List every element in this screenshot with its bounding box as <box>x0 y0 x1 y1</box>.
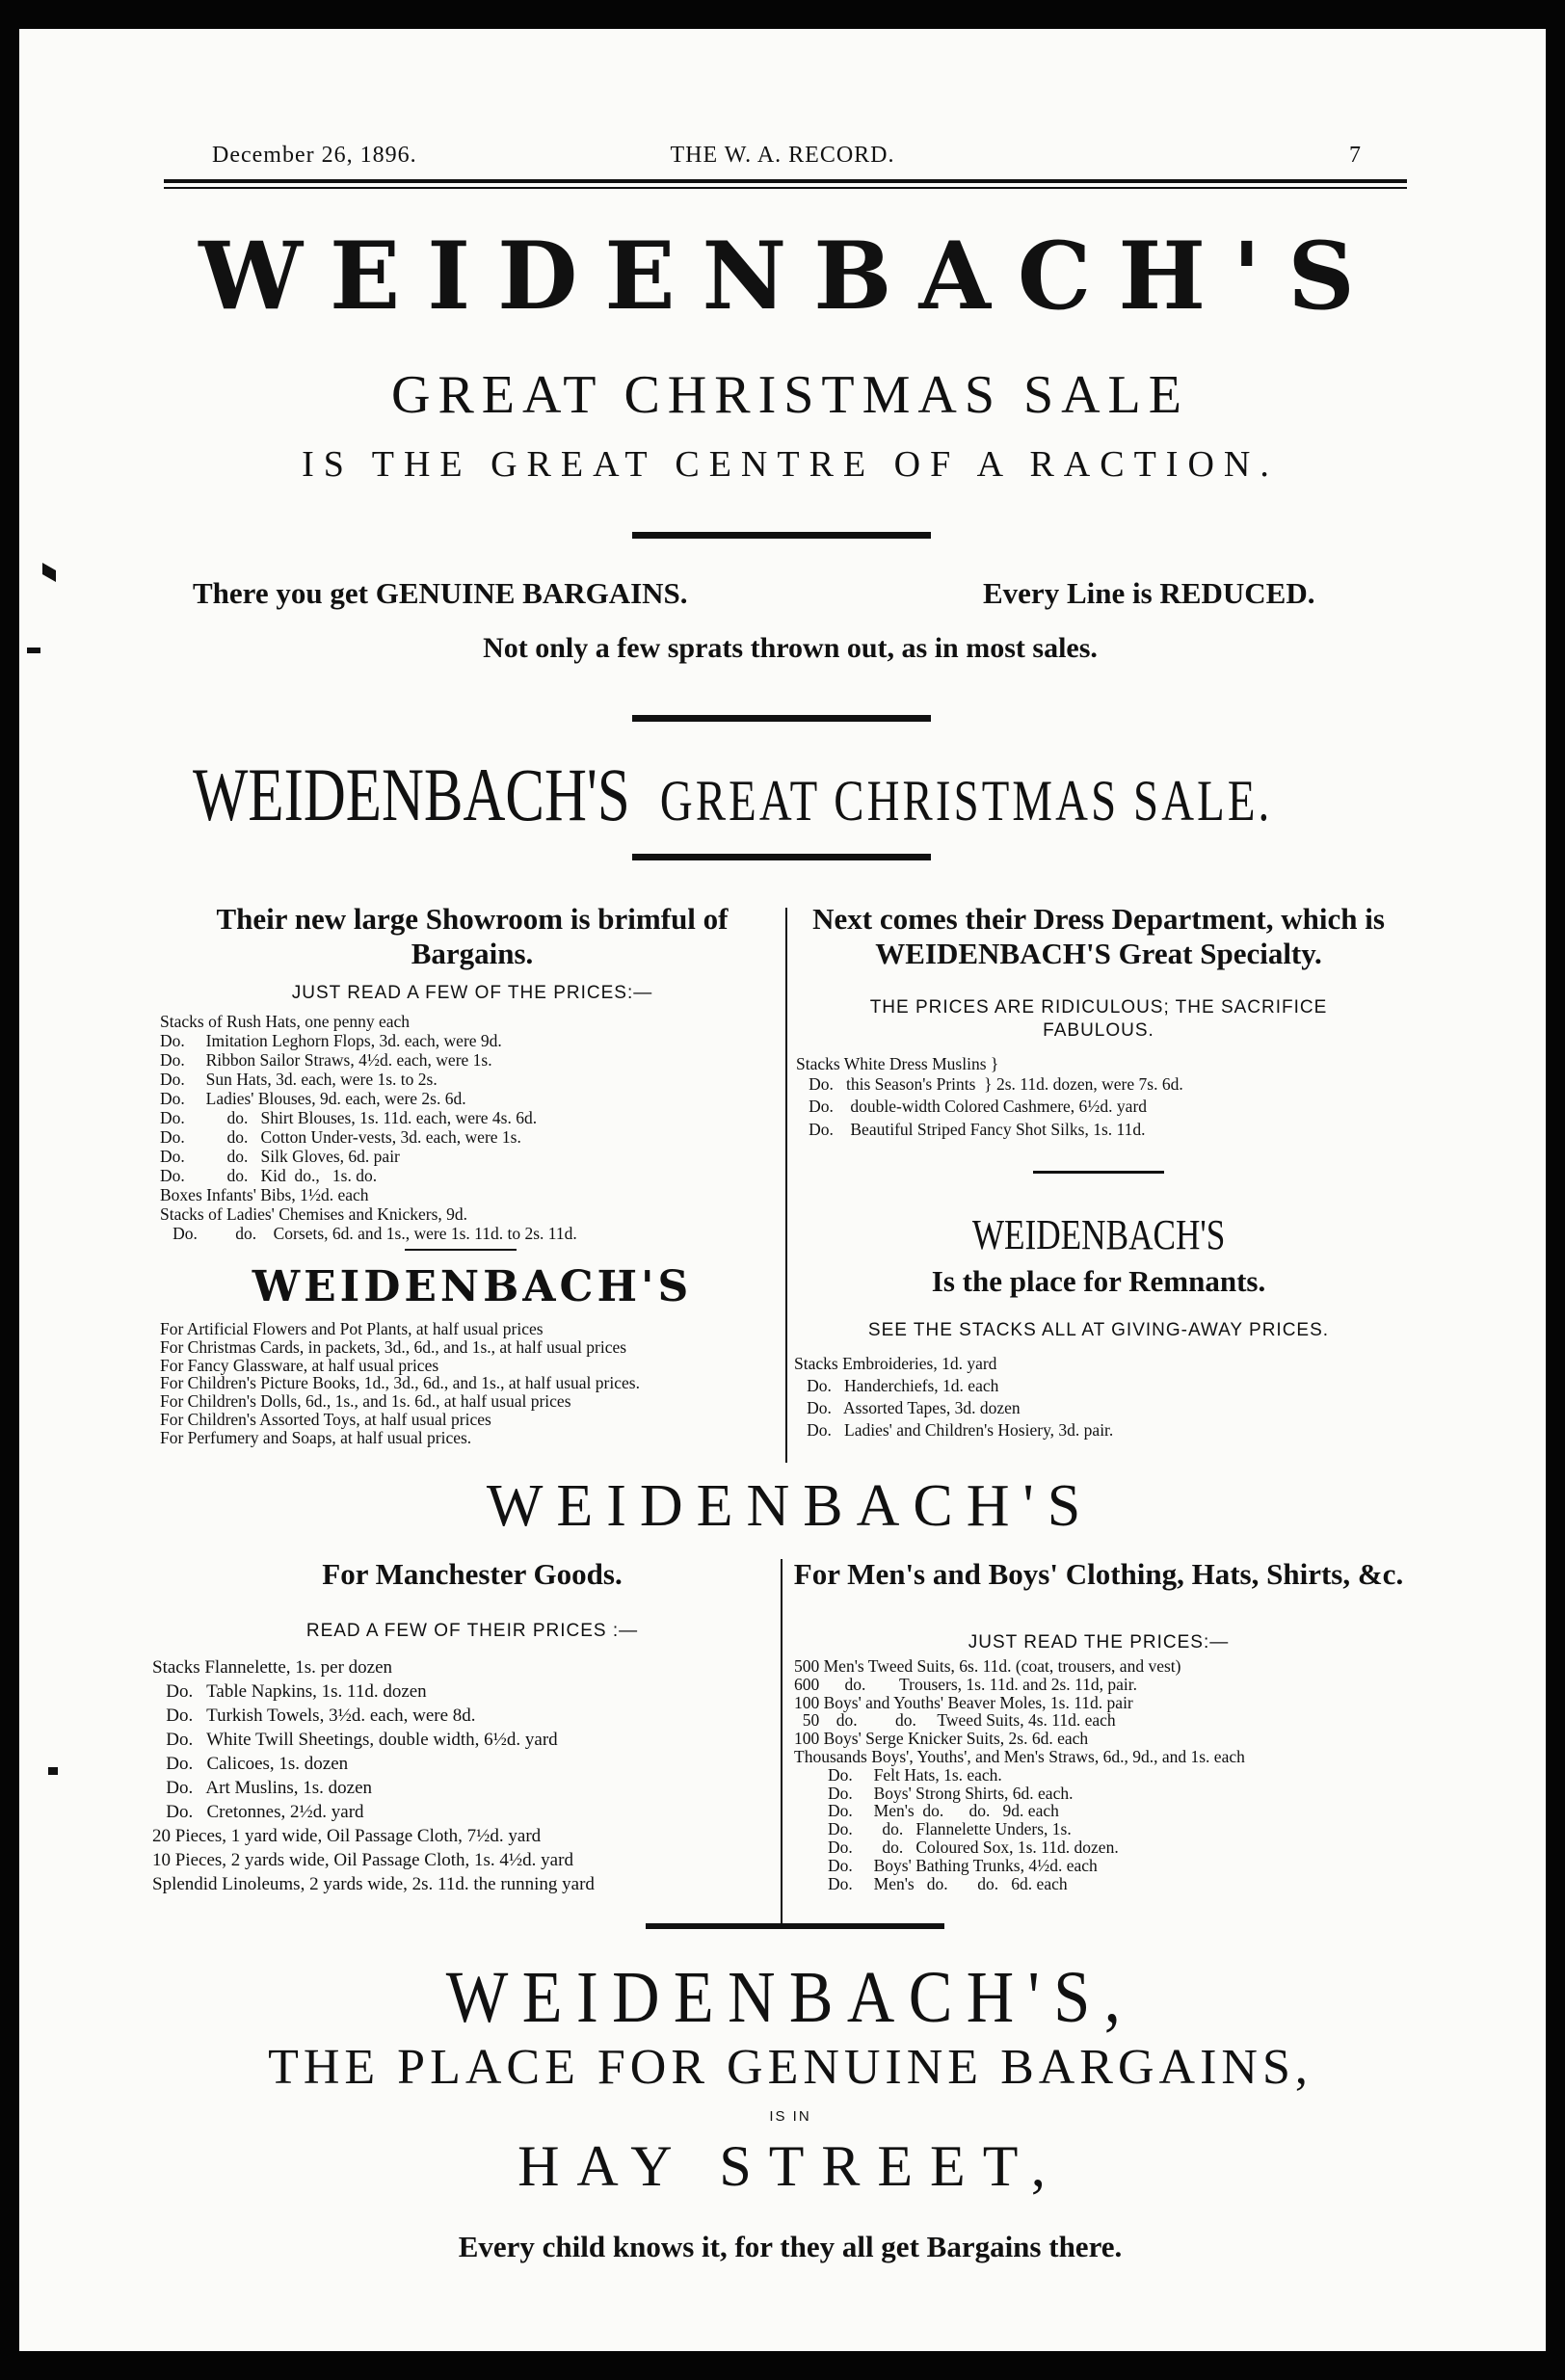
list-item: Do. do. Shirt Blouses, 1s. 11d. each, were 4s. 6d. <box>160 1108 538 1127</box>
list-item: Do. Imitation Leghorn Flops, 3d. each, were 9d. <box>160 1031 502 1050</box>
list-item: Do. Boys' Bathing Trunks, 4½d. each <box>794 1855 1098 1875</box>
showroom-heading: Their new large Showroom is brimful of Bargains. <box>216 902 729 970</box>
list-item: Do. do. Cotton Under-vests, 3d. each, were 1s. <box>160 1127 521 1147</box>
showroom-list <box>160 1012 577 1243</box>
divider <box>632 532 931 539</box>
remnants-name-text: WEIDENBACH'S <box>971 1211 1226 1258</box>
footer-place: THE PLACE FOR GENUINE BARGAINS, <box>268 2040 1313 2095</box>
scan-mark <box>48 1767 58 1775</box>
list-item: Do. Calicoes, 1s. dozen <box>152 1754 349 1774</box>
remnants-name <box>790 1210 1407 1259</box>
column-rule <box>785 908 787 1463</box>
list-item: Do. this Season's Prints } 2s. 11d. dozen, were 7s. 6d. <box>796 1074 1183 1094</box>
masthead-rule-thin <box>164 187 1407 189</box>
list-item: For Perfumery and Soaps, at half usual prices. <box>160 1427 472 1447</box>
list-item: Do. Assorted Tapes, 3d. dozen <box>794 1398 1021 1417</box>
list-item: Do. do. Corsets, 6d. and 1s., were 1s. 11d. to 2s. 11d. <box>160 1224 577 1243</box>
masthead-rule <box>164 179 1407 183</box>
list-item: Do. Men's do. do. 6d. each <box>794 1873 1068 1893</box>
issue-date: December 26, 1896. <box>212 143 417 168</box>
list-item: 50 do. do. Tweed Suits, 4s. 11d. each <box>794 1710 1116 1731</box>
list-item: Splendid Linoleums, 2 yards wide, 2s. 11d. the running yard <box>152 1874 595 1894</box>
column-rule <box>781 1559 782 1929</box>
weidenbach-left-title: WEIDENBACH'S <box>252 1262 693 1311</box>
weidenbach-left-list <box>160 1320 640 1447</box>
banner-sale <box>193 752 1272 838</box>
list-item: For Artificial Flowers and Pot Plants, at half usual prices <box>160 1319 544 1338</box>
banner-name: WEIDENBACH'S <box>193 753 630 836</box>
footer-closing: Every child knows it, for they all get Bargains there. <box>458 2230 1123 2263</box>
mens-subheading: JUST READ THE PRICES:— <box>968 1632 1230 1653</box>
paper-title: THE W. A. RECORD. <box>670 143 895 168</box>
footer-is-in: IS IN <box>769 2108 811 2125</box>
list-item: Stacks Flannelette, 1s. per dozen <box>152 1657 393 1678</box>
footer-street: HAY STREET, <box>517 2134 1063 2198</box>
list-item: 20 Pieces, 1 yard wide, Oil Passage Cloth, 7½d. yard <box>152 1826 542 1846</box>
list-item: Do. Men's do. do. 9d. each <box>794 1801 1059 1821</box>
list-item: 100 Boys' and Youths' Beaver Moles, 1s. 11d. pair <box>794 1692 1133 1712</box>
list-item: Do. double-width Colored Cashmere, 6½d. yard <box>796 1097 1148 1116</box>
dress-list <box>796 1054 1183 1141</box>
divider <box>405 1249 517 1251</box>
list-item: For Christmas Cards, in packets, 3d., 6d., and 1s., at half usual prices <box>160 1336 627 1357</box>
list-item: Boxes Infants' Bibs, 1½d. each <box>160 1185 369 1204</box>
bargains-right: Every Line is REDUCED. <box>983 576 1315 610</box>
mens-heading: For Men's and Boys' Clothing, Hats, Shirts, &c. <box>793 1557 1404 1591</box>
dress-heading: Next comes their Dress Department, which is WEIDENBACH'S Great Specialty. <box>812 902 1385 970</box>
divider <box>1033 1171 1164 1174</box>
newspaper-page <box>19 29 1546 2351</box>
list-item: Do. Boys' Strong Shirts, 6d. each. <box>794 1783 1074 1803</box>
list-item: Stacks of Ladies' Chemises and Knickers, 9d. <box>160 1204 468 1224</box>
list-item: Do. Beautiful Striped Fancy Shot Silks, 1s. 11d. <box>796 1120 1146 1139</box>
list-item: 10 Pieces, 2 yards wide, Oil Passage Cloth, 1s. 4½d. yard <box>152 1850 573 1870</box>
sprats-note: Not only a few sprats thrown out, as in most sales. <box>483 632 1098 664</box>
list-item: For Children's Picture Books, 1d., 3d., 6d., and 1s., at half usual prices. <box>160 1373 640 1393</box>
manchester-heading: For Manchester Goods. <box>322 1557 623 1591</box>
list-item: 600 do. Trousers, 1s. 11d. and 2s. 11d, pair. <box>794 1674 1138 1694</box>
list-item: For Children's Dolls, 6d., 1s., and 1s. 6d., at half usual prices <box>160 1391 571 1412</box>
footer-name: WEIDENBACH'S, <box>445 1957 1135 2038</box>
banner-rest: GREAT CHRISTMAS SALE. <box>659 769 1273 833</box>
scan-mark <box>27 648 40 653</box>
list-item: For Fancy Glassware, at half usual prices <box>160 1355 439 1375</box>
manchester-list <box>152 1655 595 1896</box>
list-item: Do. Turkish Towels, 3½d. each, were 8d. <box>152 1706 476 1726</box>
headline-sale: GREAT CHRISTMAS SALE <box>391 365 1189 425</box>
remnants-list <box>794 1353 1113 1441</box>
list-item: Do. Sun Hats, 3d. each, were 1s. to 2s. <box>160 1070 438 1089</box>
list-item: Do. do. Flannelette Unders, 1s. <box>794 1819 1072 1839</box>
page-number: 7 <box>1349 143 1362 168</box>
list-item: Do. Ribbon Sailor Straws, 4½d. each, were 1s. <box>160 1050 492 1070</box>
list-item: 500 Men's Tweed Suits, 6s. 11d. (coat, trousers, and vest) <box>794 1656 1181 1676</box>
headline-tagline: IS THE GREAT CENTRE OF A RACTION. <box>302 444 1279 485</box>
list-item: Do. Table Napkins, 1s. 11d. dozen <box>152 1681 427 1702</box>
list-item: Do. White Twill Sheetings, double width, 6½d. yard <box>152 1730 558 1750</box>
list-item: Do. Art Muslins, 1s. dozen <box>152 1778 372 1798</box>
list-item: Do. Cretonnes, 2½d. yard <box>152 1802 364 1822</box>
list-item: Do. do. Silk Gloves, 6d. pair <box>160 1147 400 1166</box>
mens-list <box>794 1657 1245 1892</box>
list-item: Thousands Boys', Youths', and Men's Straws, 6d., 9d., and 1s. each <box>794 1746 1245 1766</box>
list-item: For Children's Assorted Toys, at half usual prices <box>160 1409 491 1429</box>
list-item: Do. Ladies' and Children's Hosiery, 3d. pair. <box>794 1420 1114 1440</box>
list-item: Stacks Embroideries, 1d. yard <box>794 1354 997 1373</box>
divider <box>632 715 931 722</box>
list-item: Do. Felt Hats, 1s. each. <box>794 1764 1002 1785</box>
list-item: Do. Handerchiefs, 1d. each <box>794 1376 999 1395</box>
list-item: 100 Boys' Serge Knicker Suits, 2s. 6d. each <box>794 1729 1089 1749</box>
remnants-subheading: SEE THE STACKS ALL AT GIVING-AWAY PRICES. <box>867 1320 1330 1340</box>
list-item: Do. Ladies' Blouses, 9d. each, were 2s. 6d. <box>160 1089 466 1108</box>
list-item: Stacks of Rush Hats, one penny each <box>160 1012 411 1031</box>
manchester-subheading: READ A FEW OF THEIR PRICES :— <box>305 1621 639 1641</box>
divider <box>632 854 931 860</box>
list-item: Do. do. Kid do., 1s. do. <box>160 1166 378 1185</box>
remnants-heading: Is the place for Remnants. <box>931 1264 1266 1298</box>
dress-subheading: THE PRICES ARE RIDICULOUS; THE SACRIFICE FABULOUS. <box>869 997 1328 1041</box>
bargains-left: There you get GENUINE BARGAINS. <box>193 576 688 610</box>
headline-name: WEIDENBACH'S <box>199 222 1382 331</box>
weidenbach-center-title: WEIDENBACH'S <box>486 1473 1095 1539</box>
showroom-subheading: JUST READ A FEW OF THE PRICES:— <box>291 983 653 1003</box>
divider <box>646 1923 944 1929</box>
list-item: Do. do. Coloured Sox, 1s. 11d. dozen. <box>794 1837 1119 1857</box>
list-item: Stacks White Dress Muslins } <box>796 1054 999 1073</box>
